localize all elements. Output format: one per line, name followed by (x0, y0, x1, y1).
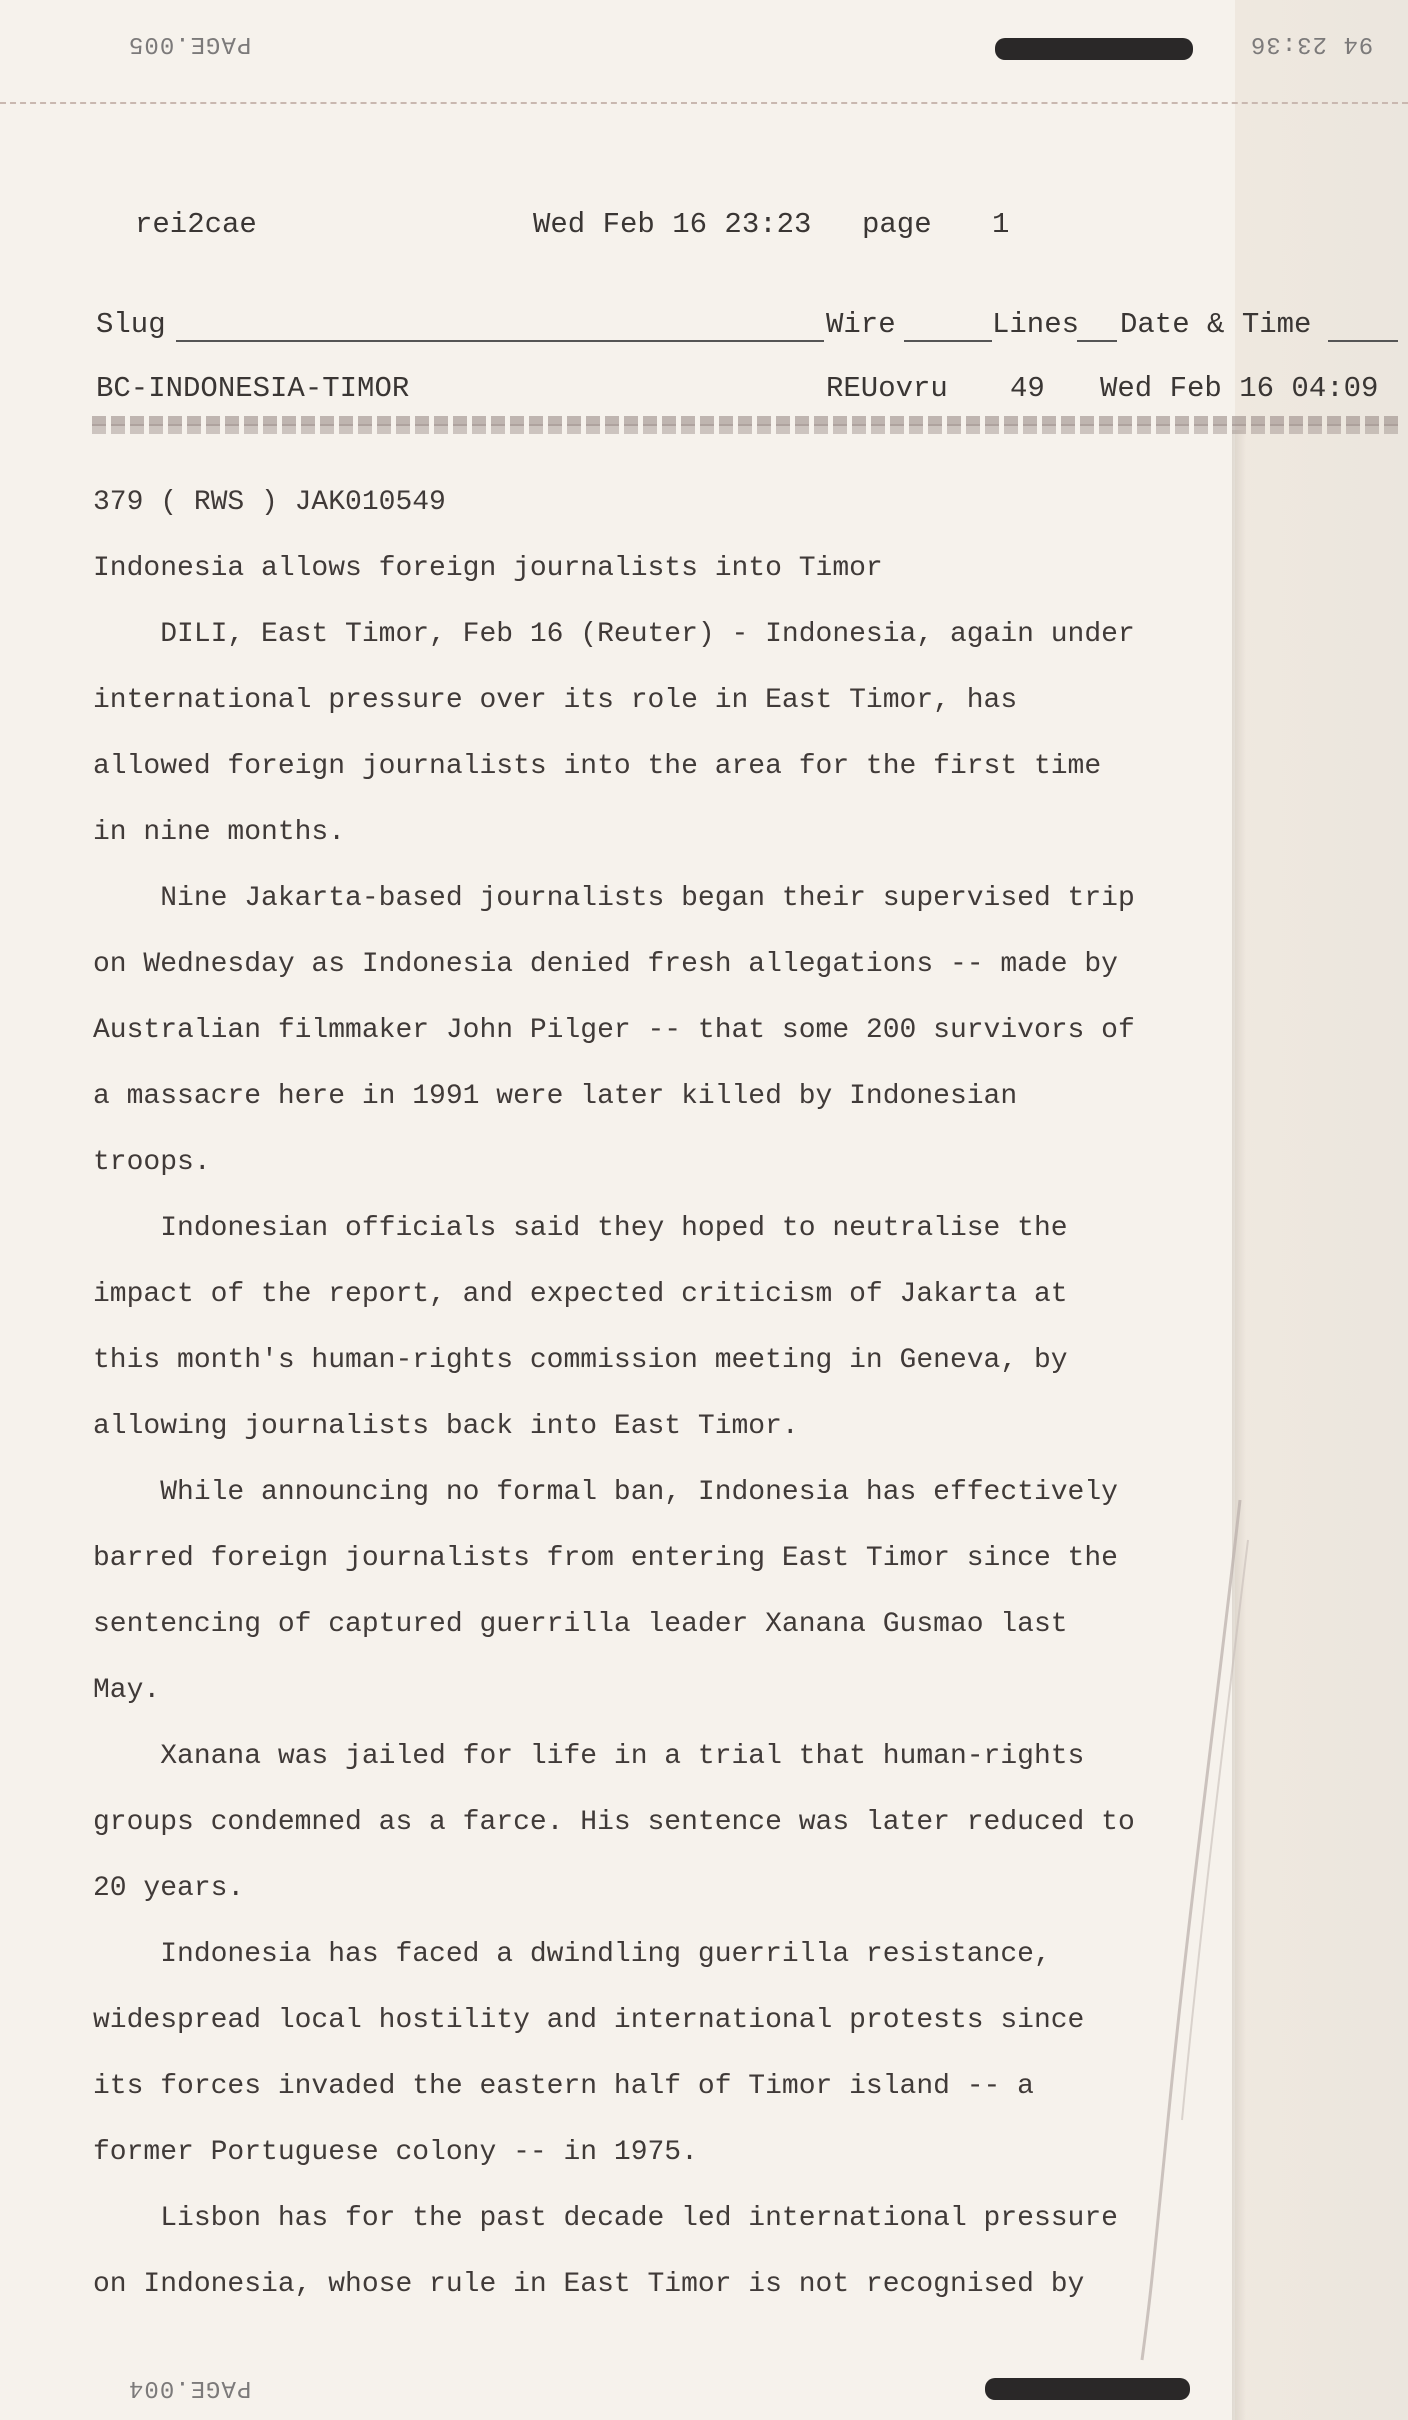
story-line: 20 years. (93, 1873, 245, 1904)
story-line: Xanana was jailed for life in a trial that human-rights (93, 1741, 1085, 1772)
header-page-label: page (862, 208, 932, 241)
fax-page-number-top: PAGE.005 (128, 30, 252, 57)
column-date-time: Date & Time (1120, 308, 1312, 341)
fax-divider (0, 102, 1408, 104)
story-line: Indonesia has faced a dwindling guerrilla resistance, (93, 1939, 1051, 1970)
story-body (93, 470, 1243, 2318)
story-line: Indonesian officials said they hoped to neutralise the (93, 1213, 1068, 1244)
separator-rule-second (92, 424, 1398, 434)
redaction-bar-top (995, 38, 1193, 60)
header-page-number: 1 (992, 208, 1010, 241)
story-line: a massacre here in 1991 were later killed by Indonesian (93, 1081, 1018, 1112)
story-line: sentencing of captured guerrilla leader Xanana Gusmao last (93, 1609, 1068, 1640)
story-line: in nine months. (93, 817, 346, 848)
story-line: widespread local hostility and international protests since (93, 2005, 1085, 2036)
story-line: DILI, East Timor, Feb 16 (Reuter) - Indonesia, again under (93, 619, 1135, 650)
story-headline: Indonesia allows foreign journalists into Timor (93, 553, 883, 584)
story-text (93, 602, 1243, 2318)
wire-underline (904, 340, 992, 342)
story-line: on Indonesia, whose rule in East Timor is not recognised by (93, 2269, 1085, 2300)
story-line: on Wednesday as Indonesia denied fresh allegations -- made by (93, 949, 1118, 980)
wire-value: REUovru (826, 372, 948, 405)
slug-underline (176, 340, 824, 342)
story-line: troops. (93, 1147, 211, 1178)
date-time-underline (1328, 340, 1398, 342)
lines-value: 49 (1010, 372, 1045, 405)
redaction-bar-bottom (985, 2378, 1190, 2400)
slug-value: BC-INDONESIA-TIMOR (96, 372, 410, 405)
page-edge (1235, 0, 1408, 2420)
story-line: groups condemned as a farce. His sentence was later reduced to (93, 1807, 1135, 1838)
story-line: this month's human-rights commission meeting in Geneva, by (93, 1345, 1068, 1376)
column-lines: Lines (992, 308, 1080, 341)
story-line: Nine Jakarta-based journalists began their supervised trip (93, 883, 1135, 914)
story-line: Australian filmmaker John Pilger -- that some 200 survivors of (93, 1015, 1135, 1046)
story-line: allowing journalists back into East Timor. (93, 1411, 799, 1442)
story-line: impact of the report, and expected criticism of Jakarta at (93, 1279, 1068, 1310)
fax-page-number-bottom: PAGE.004 (128, 2374, 252, 2401)
fax-time-top: 94 23:36 (1250, 30, 1374, 57)
story-line: international pressure over its role in East Timor, has (93, 685, 1018, 716)
story-line: Lisbon has for the past decade led international pressure (93, 2203, 1118, 2234)
lines-underline (1077, 340, 1117, 342)
story-line: barred foreign journalists from entering East Timor since the (93, 1543, 1118, 1574)
story-line: While announcing no formal ban, Indonesia has effectively (93, 1477, 1118, 1508)
story-line: May. (93, 1675, 161, 1706)
story-line: allowed foreign journalists into the area for the first time (93, 751, 1102, 782)
date-time-value: Wed Feb 16 04:09 (1100, 372, 1379, 405)
column-wire: Wire (826, 308, 896, 341)
story-line: its forces invaded the eastern half of Timor island -- a (93, 2071, 1034, 2102)
header-datetime: Wed Feb 16 23:23 (533, 208, 812, 241)
column-slug: Slug (96, 308, 166, 341)
story-line: former Portuguese colony -- in 1975. (93, 2137, 698, 2168)
story-id-line: 379 ( RWS ) JAK010549 (93, 487, 446, 518)
user-id: rei2cae (135, 208, 257, 241)
